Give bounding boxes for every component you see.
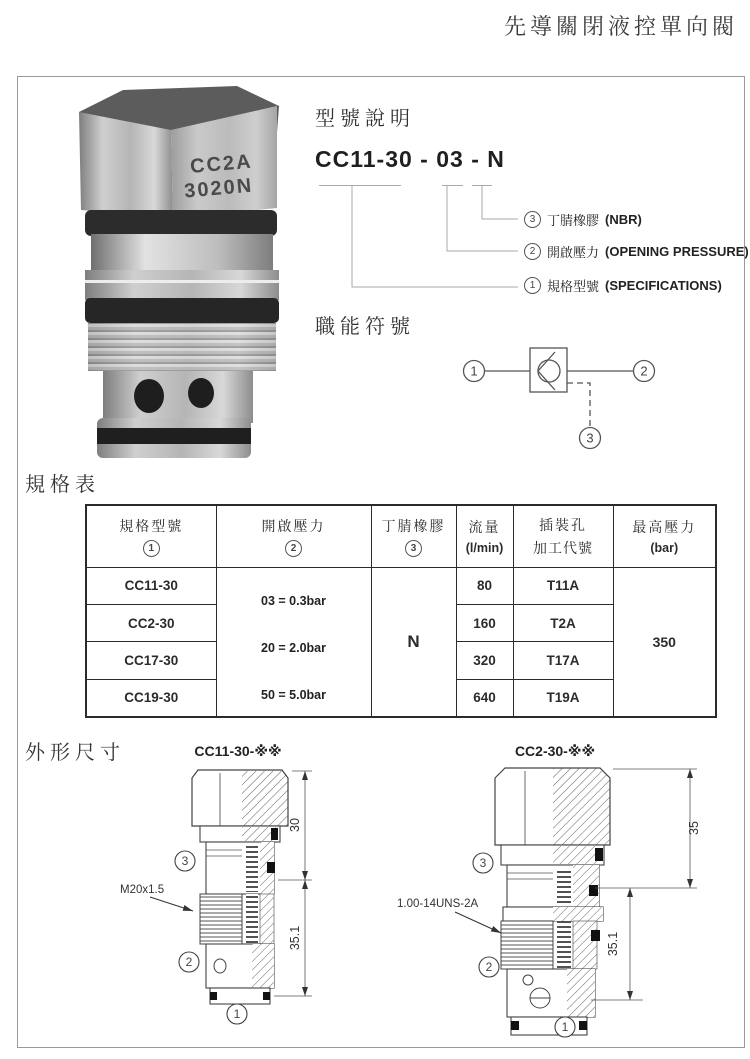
photo-oring-2 bbox=[85, 298, 279, 323]
photo-stamp-line2: 3020N bbox=[183, 174, 255, 203]
right-thread-label: 1.00-14UNS-2A bbox=[397, 898, 479, 910]
cell-cavity-1: T2A bbox=[513, 604, 613, 641]
symbol-port-1: 1 bbox=[470, 363, 478, 379]
model-callout-lines bbox=[315, 182, 525, 294]
cell-cavity-0: T11A bbox=[513, 567, 613, 604]
col-header-max-pressure: 最高壓力 (bar) bbox=[613, 505, 716, 567]
pressure-option-50: 50 = 5.0bar bbox=[261, 687, 326, 702]
check-valve-symbol bbox=[455, 340, 705, 455]
left-oring-upper bbox=[271, 828, 278, 840]
callout-spec-en: (SPECIFICATIONS) bbox=[605, 277, 722, 293]
dimensions-heading: 外形尺寸 bbox=[25, 742, 125, 764]
right-oring-upper bbox=[595, 848, 603, 861]
right-drawing-title: CC2-30-※※ bbox=[514, 743, 596, 759]
cell-flow-2: 320 bbox=[456, 642, 513, 679]
cell-opening-pressure bbox=[216, 567, 371, 717]
cell-model-1: CC2-30 bbox=[86, 604, 216, 641]
callout-nbr bbox=[524, 209, 642, 229]
callout-circle-2: 2 bbox=[524, 243, 541, 260]
valve-photo bbox=[65, 84, 300, 462]
left-dim-bottom: 35.1 bbox=[288, 925, 302, 951]
left-balloon-3: 3 bbox=[181, 854, 189, 868]
pressure-option-20: 20 = 2.0bar bbox=[261, 640, 326, 655]
right-dim-bottom: 35.1 bbox=[606, 931, 620, 957]
callout-circle-3: 3 bbox=[524, 211, 541, 228]
cell-max-pressure: 350 bbox=[613, 567, 716, 717]
left-drawing-title: CC11-30-※※ bbox=[194, 743, 282, 759]
left-dim-top: 30 bbox=[288, 818, 302, 832]
right-dimension-drawing bbox=[395, 740, 715, 1052]
right-spring bbox=[557, 869, 571, 905]
model-section-heading: 型號說明 bbox=[315, 108, 415, 130]
cell-model-3: CC19-30 bbox=[86, 679, 216, 716]
spec-table-heading: 規格表 bbox=[25, 474, 100, 496]
left-thread-label: M20x1.5 bbox=[120, 884, 165, 896]
left-oring-mid bbox=[267, 862, 275, 873]
callout-spec-zh: 規格型號 bbox=[547, 278, 600, 294]
page-title: 先導關閉液控單向閥 bbox=[503, 14, 738, 39]
right-balloon-1: 1 bbox=[561, 1020, 569, 1034]
right-oring-mid bbox=[589, 885, 598, 896]
symbol-port-2: 2 bbox=[640, 363, 648, 379]
photo-cross-hole-left bbox=[134, 379, 164, 413]
col-header-flow: 流量 (l/min) bbox=[456, 505, 513, 567]
col-header-nbr: 丁腈橡膠 3 bbox=[371, 505, 456, 567]
right-balloon-2: 2 bbox=[485, 960, 493, 974]
cell-model-2: CC17-30 bbox=[86, 642, 216, 679]
photo-oring-1 bbox=[85, 210, 277, 236]
col-circle-3: 3 bbox=[405, 540, 422, 557]
callout-pressure-en: (OPENING PRESSURE) bbox=[605, 243, 749, 259]
table-row bbox=[86, 567, 716, 604]
col-header-cavity: 插裝孔 加工代號 bbox=[513, 505, 613, 567]
spec-table-header-row bbox=[86, 505, 716, 567]
col-circle-2: 2 bbox=[285, 540, 302, 557]
callout-pressure-zh: 開啟壓力 bbox=[547, 244, 600, 260]
cell-cavity-3: T19A bbox=[513, 679, 613, 716]
left-spring bbox=[246, 846, 258, 892]
callout-nbr-en: (NBR) bbox=[605, 211, 642, 227]
photo-oring-3 bbox=[97, 428, 251, 444]
callout-specifications bbox=[524, 275, 722, 295]
photo-stamp-line1: CC2A bbox=[189, 150, 254, 178]
callout-nbr-zh: 丁腈橡膠 bbox=[547, 212, 600, 228]
left-balloon-1: 1 bbox=[233, 1007, 241, 1021]
photo-cross-hole-right bbox=[188, 378, 214, 408]
right-balloon-3: 3 bbox=[479, 856, 487, 870]
left-threads bbox=[200, 894, 242, 944]
cell-nbr-value: N bbox=[371, 567, 456, 717]
pressure-option-03: 03 = 0.3bar bbox=[261, 593, 326, 608]
callout-opening-pressure bbox=[524, 241, 749, 261]
cell-flow-3: 640 bbox=[456, 679, 513, 716]
cell-flow-1: 160 bbox=[456, 604, 513, 641]
right-threads bbox=[501, 921, 553, 969]
callout-circle-1: 1 bbox=[524, 277, 541, 294]
symbol-port-3: 3 bbox=[586, 430, 594, 446]
model-code: CC11-30 - 03 - N bbox=[315, 146, 505, 172]
spec-table bbox=[85, 504, 717, 718]
cell-flow-0: 80 bbox=[456, 567, 513, 604]
col-header-opening-pressure: 開啟壓力 2 bbox=[216, 505, 371, 567]
col-circle-1: 1 bbox=[143, 540, 160, 557]
col-header-model: 規格型號 1 bbox=[86, 505, 216, 567]
symbol-section-heading: 職能符號 bbox=[315, 316, 415, 338]
cell-model-0: CC11-30 bbox=[86, 567, 216, 604]
right-dim-top: 35 bbox=[687, 821, 701, 835]
left-balloon-2: 2 bbox=[185, 955, 193, 969]
cell-cavity-2: T17A bbox=[513, 642, 613, 679]
left-dimension-drawing bbox=[100, 740, 335, 1045]
